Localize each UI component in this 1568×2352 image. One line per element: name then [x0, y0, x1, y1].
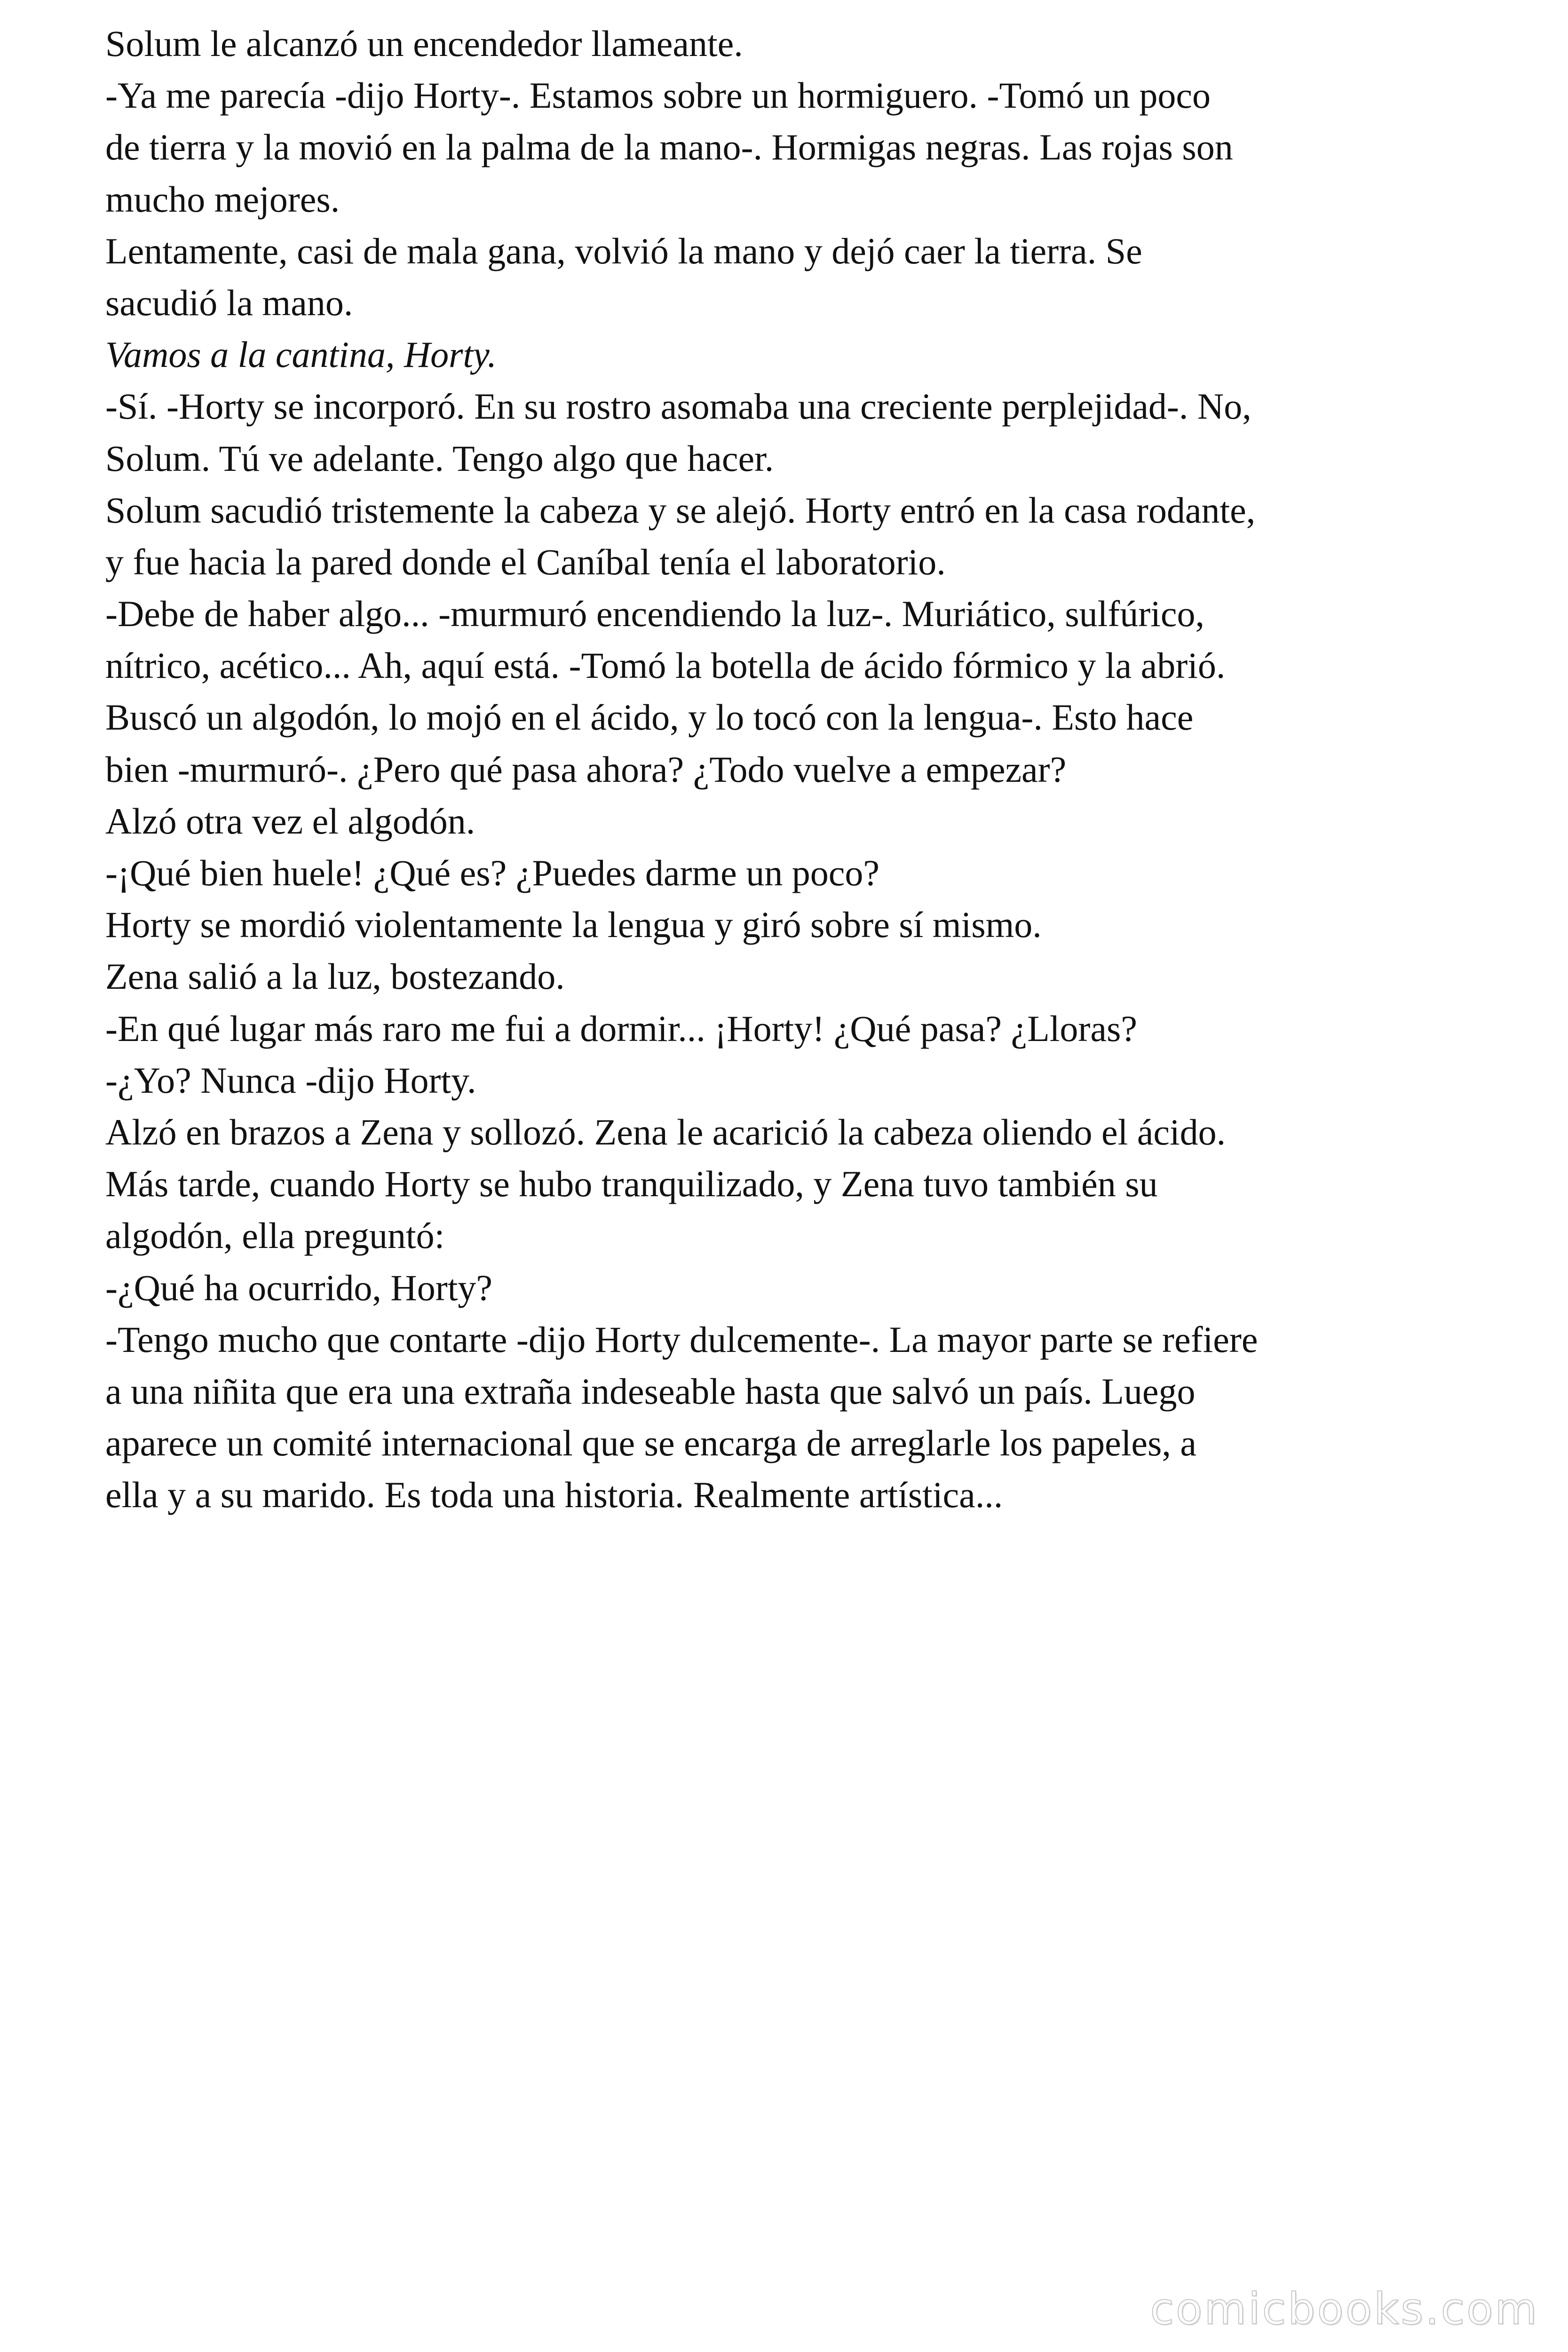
text-line: Alzó otra vez el algodón.	[105, 800, 475, 842]
text-line: -¿Qué ha ocurrido, Horty?	[105, 1267, 492, 1308]
text-line: -Tengo mucho que contarte -dijo Horty dulcemente-. La mayor parte se refiere	[105, 1319, 1258, 1360]
text-line: Solum. Tú ve adelante. Tengo algo que hacer.	[105, 437, 774, 479]
text-line: -¿Yo? Nunca -dijo Horty.	[105, 1059, 476, 1101]
text-line: Alzó en brazos a Zena y sollozó. Zena le acarició la cabeza oliendo el ácido.	[105, 1111, 1226, 1152]
text-line: mucho mejores.	[105, 178, 340, 220]
body-text	[105, 18, 1488, 1521]
text-line: Más tarde, cuando Horty se hubo tranquilizado, y Zena tuvo también su	[105, 1163, 1158, 1205]
text-line: Solum sacudió tristemente la cabeza y se alejó. Horty entró en la casa rodante,	[105, 489, 1256, 531]
watermark: comicbooks.com	[1150, 2284, 1539, 2334]
text-line: -Sí. -Horty se incorporó. En su rostro asomaba una creciente perplejidad-. No,	[105, 386, 1251, 427]
text-line: -Debe de haber algo... -murmuró encendiendo la luz-. Muriático, sulfúrico,	[105, 593, 1204, 635]
text-line: ella y a su marido. Es toda una historia. Realmente artística...	[105, 1474, 1003, 1516]
text-line: sacudió la mano.	[105, 282, 353, 323]
text-line: -En qué lugar más raro me fui a dormir... ¡Horty! ¿Qué pasa? ¿Lloras?	[105, 1008, 1137, 1049]
text-line: Vamos a la cantina, Horty.	[105, 334, 497, 375]
text-line: y fue hacia la pared donde el Caníbal tenía el laboratorio.	[105, 541, 946, 582]
text-line: Lentamente, casi de mala gana, volvió la mano y dejó caer la tierra. Se	[105, 230, 1142, 271]
text-line: -¡Qué bien huele! ¿Qué es? ¿Puedes darme un poco?	[105, 852, 879, 893]
text-line: aparece un comité internacional que se encarga de arreglarle los papeles, a	[105, 1422, 1197, 1464]
text-line: a una niñita que era una extraña indeseable hasta que salvó un país. Luego	[105, 1370, 1196, 1412]
text-line: Zena salió a la luz, bostezando.	[105, 956, 565, 997]
text-line: nítrico, acético... Ah, aquí está. -Tomó la botella de ácido fórmico y la abrió.	[105, 645, 1226, 686]
text-line: de tierra y la movió en la palma de la mano-. Hormigas negras. Las rojas son	[105, 127, 1233, 168]
text-line: Solum le alcanzó un encendedor llameante.	[105, 23, 743, 64]
text-line: algodón, ella preguntó:	[105, 1215, 445, 1256]
text-line: Horty se mordió violentamente la lengua y giró sobre sí mismo.	[105, 904, 1042, 946]
text-line: bien -murmuró-. ¿Pero qué pasa ahora? ¿Todo vuelve a empezar?	[105, 748, 1067, 790]
text-line: -Ya me parecía -dijo Horty-. Estamos sobre un hormiguero. -Tomó un poco	[105, 75, 1211, 116]
text-line: Buscó un algodón, lo mojó en el ácido, y lo tocó con la lengua-. Esto hace	[105, 697, 1194, 738]
